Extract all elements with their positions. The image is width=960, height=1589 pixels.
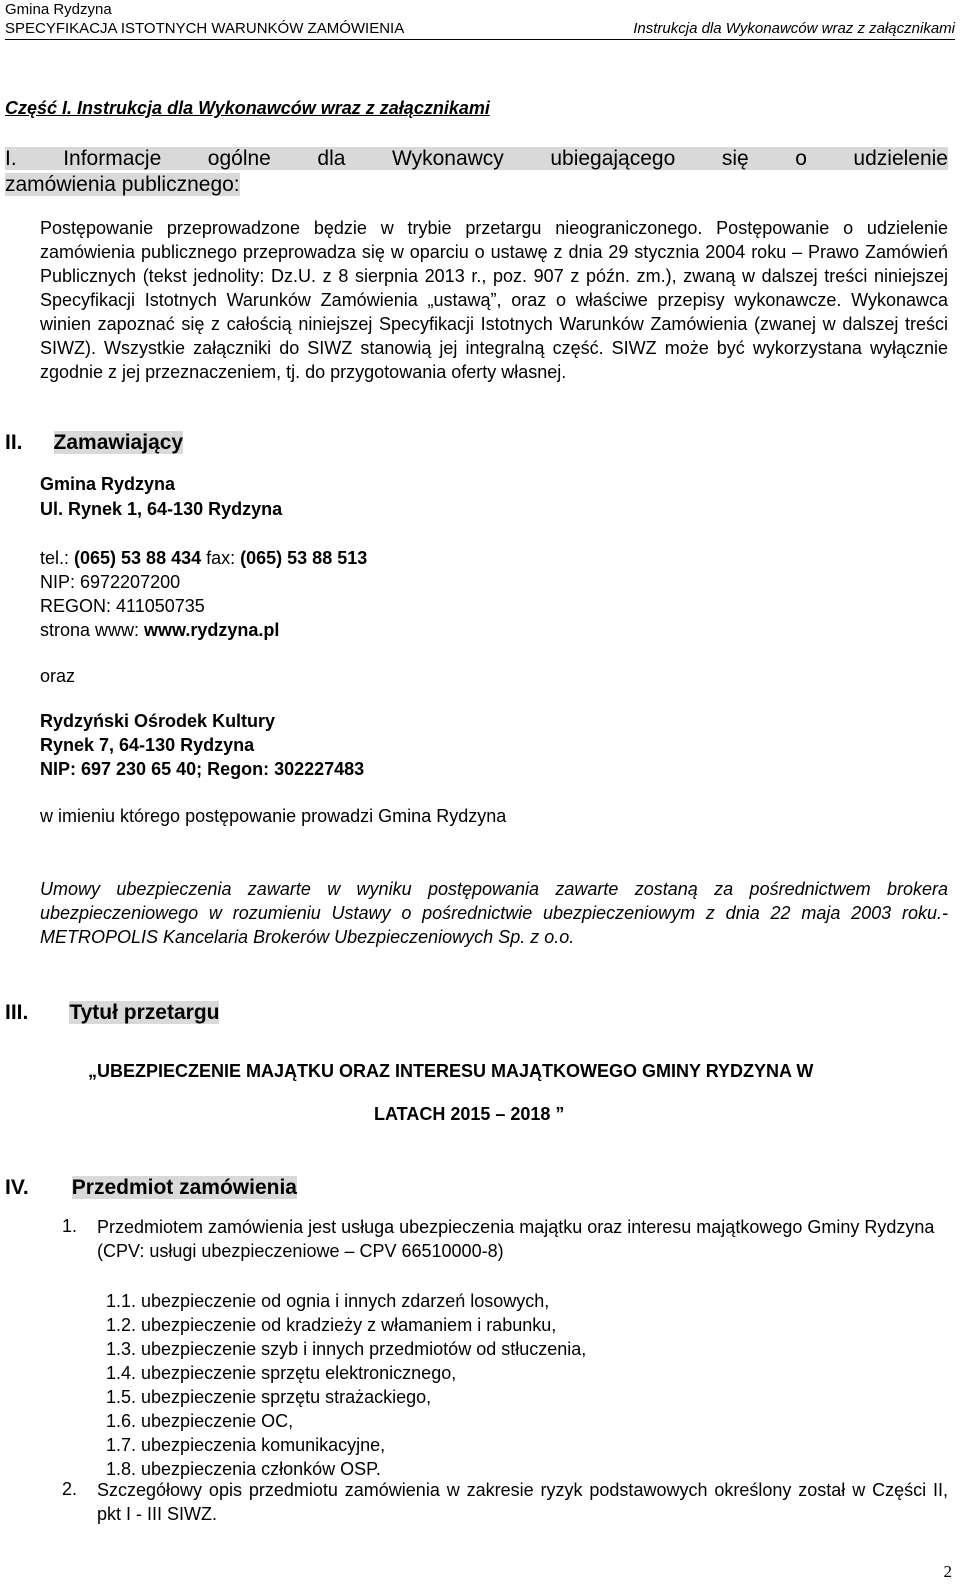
section-4-title: Przedmiot zamówienia — [71, 1176, 297, 1199]
www-link[interactable]: www.rydzyna.pl — [144, 620, 280, 640]
broker-note: Umowy ubezpieczenia zawarte w wyniku postępowania zawarte zostaną za pośrednictwem brokera ubezpieczeniowego w rozumieniu Ustawy o pośrednictwie ubezpieczeniowym z dnia 22 maja 2003 roku.- METROPOLIS Kancelaria Brokerów Ubezpieczeniowych Sp. z o.o. — [40, 879, 948, 947]
cultural-center-name: Rydzyński Ośrodek Kultury — [40, 711, 276, 731]
authority-www — [40, 618, 367, 642]
page-header — [5, 0, 955, 40]
tel-label: tel.: — [40, 548, 75, 568]
item-1 — [97, 1215, 948, 1263]
list-item: 1.3. ubezpieczenie szyb i innych przedmiotów od stłuczenia, — [106, 1339, 587, 1359]
item-1-number: 1. — [62, 1216, 78, 1236]
tender-title-line1: „UBEZPIECZENIE MAJĄTKU ORAZ INTERESU MAJĄTKOWEGO GMINY RYDZYNA W — [88, 1061, 814, 1081]
list-item: 1.8. ubezpieczenia członków OSP. — [106, 1459, 381, 1479]
section-1-title-line2: zamówienia publicznego: — [5, 173, 240, 196]
oraz-text: oraz — [40, 666, 76, 686]
section-3-title: Tytuł przetargu — [69, 1001, 220, 1024]
authority-nip: NIP: 6972207200 — [40, 572, 181, 592]
list-item: 1.7. ubezpieczenia komunikacyjne, — [106, 1435, 386, 1455]
part-title: Część I. Instrukcja dla Wykonawców wraz z załącznikami — [5, 98, 490, 118]
item-2-number: 2. — [62, 1479, 78, 1499]
header-doc-title: SPECYFIKACJA ISTOTNYCH WARUNKÓW ZAMÓWIENIA — [5, 20, 405, 37]
list-item: 1.5. ubezpieczenie sprzętu strażackiego, — [106, 1387, 432, 1407]
authority-address: Ul. Rynek 1, 64-130 Rydzyna — [40, 499, 283, 519]
cultural-center-ids: NIP: 697 230 65 40; Regon: 302227483 — [40, 759, 365, 779]
www-label: strona www: — [40, 620, 145, 640]
section-1-body: Postępowanie przeprowadzone będzie w trybie przetargu nieograniczonego. Postępowanie o udzielenie zamówienia publicznego przeprowadza się w oparciu o ustawę z dnia 29 stycznia 2004 roku – Prawo Zamówień Publicznych (tekst jednolity: Dz.U. z 8 sierpnia 2013 r., poz. 907 z późn. zm.), zwaną w dalszej treści niniejszej Specyfikacji Istotnych Warunków Zamówienia „ustawą”, oraz o właściwe przepisy wykonawcze. Wykonawca winien zapoznać się z całością niniejszej Specyfikacji Istotnych Warunków Zamówienia (zwanej w dalszej treści SIWZ). Wszystkie załączniki do SIWZ stanowią jej integralną część. SIWZ może być wykorzystana wyłącznie zgodnie z jej przeznaczeniem, tj. do przygotowania oferty własnej. — [40, 218, 948, 382]
list-item: 1.1. ubezpieczenie od ognia i innych zdarzeń losowych, — [106, 1291, 550, 1311]
section-3-number: III. — [5, 1001, 29, 1024]
contracting-authority — [40, 472, 282, 522]
contact-phones — [40, 546, 367, 570]
section-4-heading — [5, 1175, 297, 1201]
section-2-title: Zamawiający — [53, 431, 184, 454]
risk-list — [106, 1289, 586, 1481]
tel-value: (065) 53 88 434 — [74, 548, 202, 568]
on-behalf-text: w imieniu którego postępowanie prowadzi Gmina Rydzyna — [40, 806, 507, 826]
section-2-number: II. — [5, 431, 23, 454]
section-2-heading — [5, 430, 183, 456]
section-1-heading — [5, 146, 948, 198]
list-item: 1.6. ubezpieczenie OC, — [106, 1411, 294, 1431]
cultural-center-address: Rynek 7, 64-130 Rydzyna — [40, 735, 255, 755]
section-4-number: IV. — [5, 1176, 29, 1199]
page-number: 2 — [943, 1562, 952, 1581]
authority-name: Gmina Rydzyna — [40, 474, 176, 494]
list-item: 1.2. ubezpieczenie od kradzieży z włamaniem i rabunku, — [106, 1315, 557, 1335]
header-part: Instrukcja dla Wykonawców wraz z załącznikami — [633, 20, 955, 37]
fax-value: (065) 53 88 513 — [240, 548, 368, 568]
header-org: Gmina Rydzyna — [5, 1, 112, 18]
section-3-heading — [5, 1000, 219, 1026]
authority-contacts — [40, 546, 367, 642]
item-2-text: Szczegółowy opis przedmiotu zamówienia w zakresie ryzyk podstawowych określony został w Części II, pkt I - III SIWZ. — [97, 1480, 948, 1524]
tender-title-line2: LATACH 2015 – 2018 ” — [374, 1104, 565, 1124]
cultural-center — [40, 709, 364, 781]
list-item: 1.4. ubezpieczenie sprzętu elektronicznego, — [106, 1363, 457, 1383]
item-1-text: Przedmiotem zamówienia jest usługa ubezpieczenia majątku oraz interesu majątkowego Gminy Rydzyna — [97, 1217, 935, 1237]
item-1-cpv: (CPV: usługi ubezpieczeniowe – CPV 66510000-8) — [97, 1241, 504, 1261]
section-1-title-line1: I. Informacje ogólne dla Wykonawcy ubiegającego się o udzielenie — [5, 147, 948, 170]
fax-label: fax: — [201, 548, 241, 568]
authority-regon: REGON: 411050735 — [40, 596, 205, 616]
